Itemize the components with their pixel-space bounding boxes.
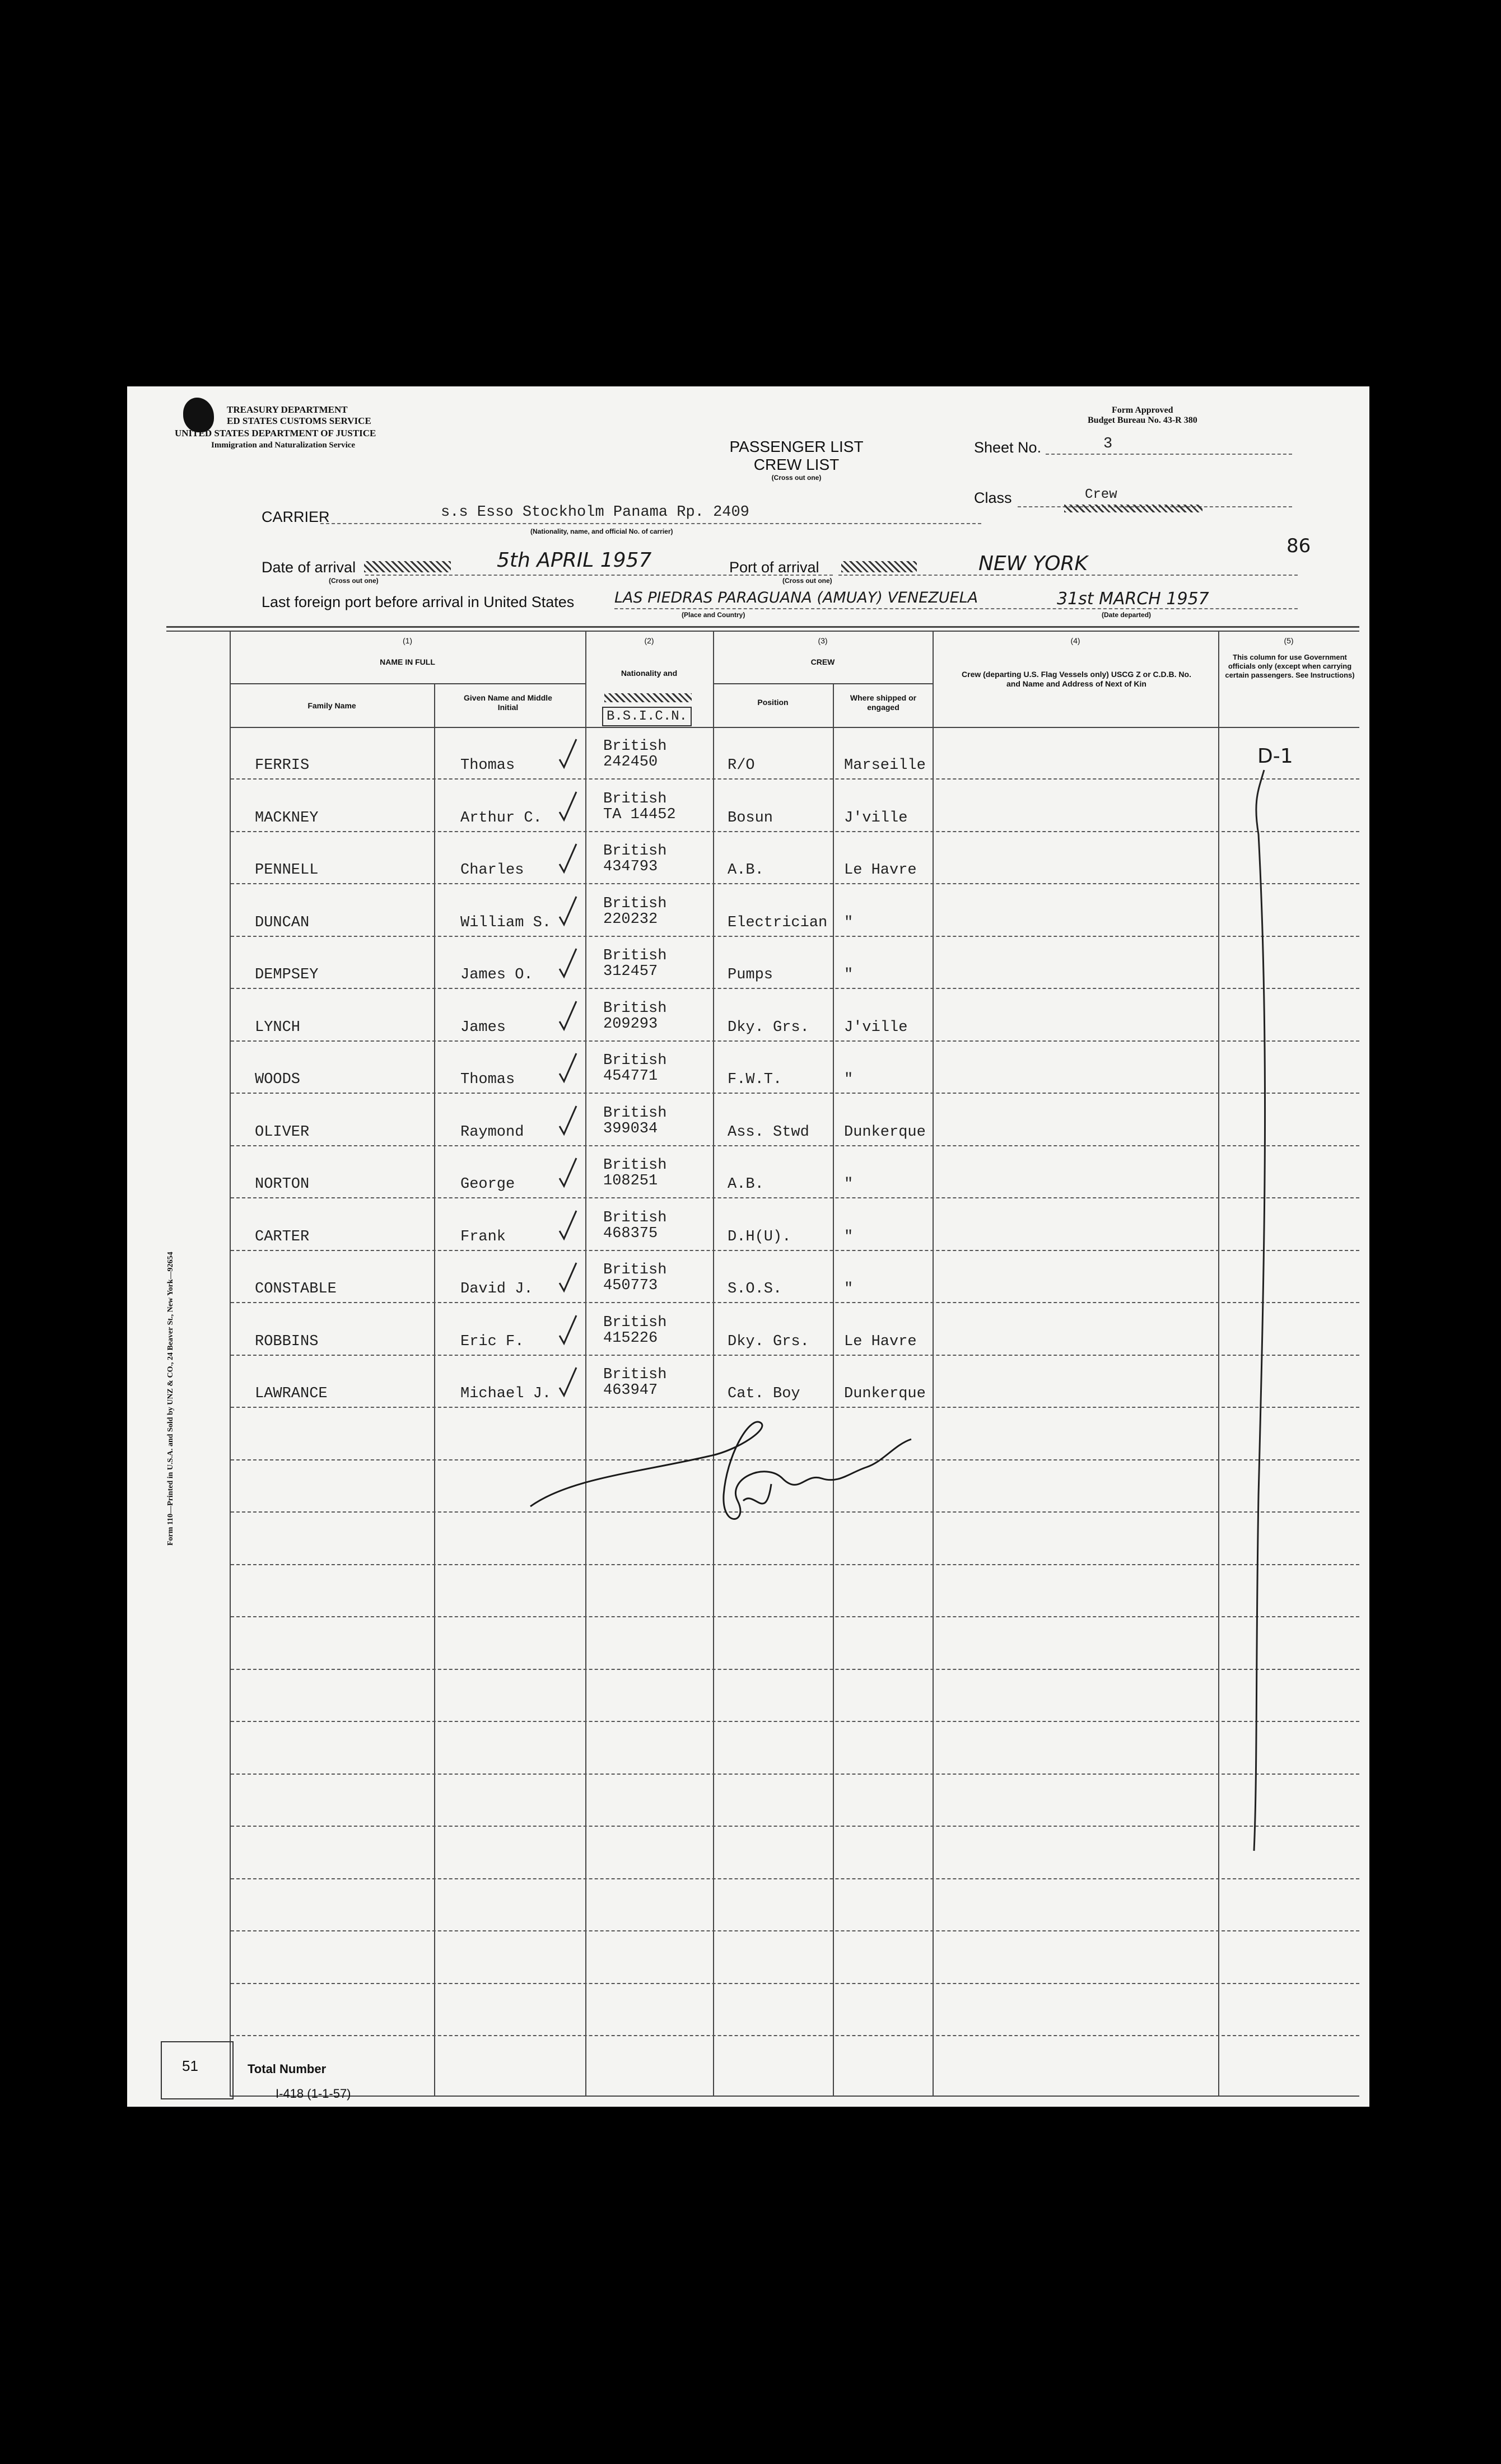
port-cross-note: (Cross out one): [782, 577, 832, 585]
position: Cat. Boy: [728, 1385, 800, 1402]
col-given-head: Given Name and Middle Initial: [464, 693, 552, 712]
table-row: [127, 833, 1369, 885]
table-row: [127, 990, 1369, 1043]
check-mark-icon: [557, 946, 580, 980]
family-name: PENNELL: [255, 862, 319, 879]
row-rule: [231, 1564, 1359, 1565]
cdb-number: 399034: [603, 1120, 658, 1137]
customs-service: ED STATES CUSTOMS SERVICE: [227, 416, 371, 426]
cdb-number: 468375: [603, 1225, 658, 1242]
where-engaged: Le Havre: [844, 862, 917, 879]
check-mark-icon: [557, 999, 580, 1033]
date-arrival-value: 5th APRIL 1957: [497, 549, 652, 572]
where-engaged: ": [844, 1228, 854, 1245]
position: F.W.T.: [728, 1071, 782, 1088]
position: Dky. Grs.: [728, 1019, 809, 1036]
where-engaged: J'ville: [844, 809, 908, 827]
given-name: David J.: [460, 1281, 533, 1298]
given-name: Charles: [460, 862, 524, 879]
nationality: British: [603, 843, 667, 860]
given-name: Thomas: [460, 757, 515, 774]
col5-title: This column for use Government officials only (except when carrying certain passengers. See Instructions): [1225, 653, 1355, 679]
form-sheet: [127, 386, 1369, 2107]
table-row: [127, 1252, 1369, 1304]
signature: [525, 1411, 950, 1557]
table-row: [127, 1095, 1369, 1147]
title-crew-list: CREW LIST: [753, 456, 840, 473]
cdb-number: 220232: [603, 911, 658, 928]
row-rule: [231, 1721, 1359, 1722]
check-mark-icon: [557, 1365, 580, 1399]
cdb-number: 242450: [603, 754, 658, 771]
total-box-value: 51: [182, 2057, 198, 2074]
col-where-head: Where shipped or engaged: [850, 693, 917, 712]
where-engaged: Marseille: [844, 757, 926, 774]
family-name: MACKNEY: [255, 809, 319, 827]
col4-num: (4): [1070, 636, 1080, 645]
title-passenger-list: PASSENGER LIST: [729, 438, 864, 455]
nationality: British: [603, 895, 667, 912]
position: A.B.: [728, 862, 764, 879]
table-row: [127, 1304, 1369, 1357]
port-label: Port of arrival: [729, 559, 819, 576]
family-name: DEMPSEY: [255, 967, 319, 983]
sheet-line: [1046, 454, 1292, 455]
given-name: George: [460, 1176, 515, 1193]
port-value: NEW YORK: [978, 552, 1088, 575]
page-number: 86: [1286, 535, 1311, 557]
family-name: LAWRANCE: [255, 1385, 328, 1402]
position: S.O.S.: [728, 1281, 782, 1298]
where-engaged: Dunkerque: [844, 1385, 926, 1402]
position: Bosun: [728, 809, 773, 827]
nationality: British: [603, 1314, 667, 1331]
table-row: [127, 1356, 1369, 1409]
row-rule: [231, 1826, 1359, 1827]
check-mark-icon: [557, 790, 580, 823]
title-note: (Cross out one): [771, 474, 822, 482]
date-arrival-label: Date of arrival: [262, 559, 356, 576]
position: R/O: [728, 757, 755, 774]
position: Electrician: [728, 914, 828, 931]
row-rule: [231, 1616, 1359, 1617]
official-bracket-line: [1247, 767, 1281, 1854]
date-cross-note: (Cross out one): [329, 577, 379, 585]
place-note: (Place and Country): [682, 611, 745, 619]
check-mark-icon: [557, 1156, 580, 1189]
table-row: [127, 781, 1369, 833]
carrier-label: CARRIER: [262, 508, 330, 525]
given-name: Arthur C.: [460, 809, 542, 827]
nationality: British: [603, 790, 667, 808]
col3-title: CREW: [810, 657, 835, 666]
ins-label: Immigration and Naturalization Service: [211, 441, 356, 450]
nationality: British: [603, 1262, 667, 1278]
carrier-line: [320, 523, 981, 524]
date-departed-note: (Date departed): [1102, 611, 1152, 619]
given-name: Raymond: [460, 1123, 524, 1141]
given-name: Thomas: [460, 1071, 515, 1088]
cdb-number: 209293: [603, 1015, 658, 1033]
table-row: [127, 1042, 1369, 1095]
col4-title: Crew (departing U.S. Flag Vessels only) USCG Z or C.D.B. No. and Name and Address of Next of Kin: [962, 670, 1191, 688]
class-label: Class: [974, 489, 1012, 506]
nationality: British: [603, 1104, 667, 1122]
check-mark-icon: [557, 1051, 580, 1085]
position: D.H(U).: [728, 1228, 791, 1245]
cdb-number: 108251: [603, 1173, 658, 1189]
row-rule: [231, 2035, 1359, 2036]
family-name: NORTON: [255, 1176, 310, 1193]
carrier-note: (Nationality, name, and official No. of carrier): [530, 528, 673, 535]
table-row: [127, 728, 1369, 781]
cdb-number: 415226: [603, 1329, 658, 1347]
family-name: CONSTABLE: [255, 1281, 337, 1298]
check-mark-icon: [557, 1313, 580, 1347]
col2-value: B.S.I.C.N.: [602, 707, 692, 726]
given-name: James: [460, 1019, 506, 1036]
date-crossout: [364, 561, 451, 572]
nationality: British: [603, 738, 667, 755]
date-departed-value: 31st MARCH 1957: [1057, 589, 1209, 609]
crew-subrule: [713, 683, 933, 684]
col-family-head: Family Name: [307, 701, 356, 710]
nationality: British: [603, 1209, 667, 1226]
family-name: WOODS: [255, 1071, 301, 1088]
col2-title: Nationality and: [621, 669, 678, 678]
nationality: British: [603, 1052, 667, 1069]
table-row: [127, 1200, 1369, 1252]
check-mark-icon: [557, 737, 580, 771]
name-subrule: [230, 683, 585, 684]
table-top-rule: [166, 626, 1359, 628]
check-mark-icon: [557, 842, 580, 875]
table-bottom-rule: [230, 2096, 1359, 2097]
col2-crossout: [604, 693, 692, 702]
col5-num: (5): [1284, 636, 1294, 645]
justice-dept: UNITED STATES DEPARTMENT OF JUSTICE: [175, 428, 376, 438]
class-crossout: [1064, 505, 1202, 512]
family-name: OLIVER: [255, 1123, 310, 1141]
where-engaged: ": [844, 1071, 854, 1088]
class-value: Crew: [1085, 487, 1117, 502]
cdb-number: 450773: [603, 1277, 658, 1294]
cdb-number: 463947: [603, 1382, 658, 1399]
last-port-label: Last foreign port before arrival in United States: [262, 594, 575, 610]
col3-num: (3): [818, 636, 828, 645]
cdb-number: 434793: [603, 858, 658, 875]
col1-num: (1): [402, 636, 413, 645]
form-approved: Form Approved: [1112, 405, 1173, 415]
col1-title: NAME IN FULL: [380, 657, 435, 666]
cdb-number: TA 14452: [603, 806, 676, 823]
where-engaged: ": [844, 914, 854, 931]
budget-bureau: Budget Bureau No. 43-R 380: [1088, 416, 1197, 425]
position: Ass. Stwd: [728, 1123, 809, 1141]
nationality: British: [603, 1366, 667, 1383]
family-name: ROBBINS: [255, 1333, 319, 1350]
row-rule: [231, 1930, 1359, 1931]
carrier-value: s.s Esso Stockholm Panama Rp. 2409: [441, 504, 749, 521]
table-row: [127, 937, 1369, 990]
row-rule: [231, 1669, 1359, 1670]
official-mark: D-1: [1257, 745, 1293, 768]
where-engaged: Dunkerque: [844, 1123, 926, 1141]
check-mark-icon: [557, 1261, 580, 1294]
cdb-number: 312457: [603, 963, 658, 980]
port-crossout: [841, 561, 917, 572]
family-name: DUNCAN: [255, 914, 310, 931]
treasury-dept: TREASURY DEPARTMENT: [227, 404, 348, 415]
nationality: British: [603, 948, 667, 964]
where-engaged: ": [844, 967, 854, 983]
sheet-label: Sheet No.: [974, 439, 1042, 456]
given-name: Eric F.: [460, 1333, 524, 1350]
family-name: LYNCH: [255, 1019, 301, 1036]
table-top-rule-2: [166, 631, 1359, 632]
where-engaged: ": [844, 1176, 854, 1193]
where-engaged: ": [844, 1281, 854, 1298]
family-name: CARTER: [255, 1228, 310, 1245]
table-row: [127, 1147, 1369, 1200]
form-code: I-418 (1-1-57): [276, 2087, 351, 2101]
side-printer-text: Form 110—Printed in U.S.A. and Sold by UNZ & CO., 24 Beaver St., New York—92654: [166, 1252, 175, 1546]
position: A.B.: [728, 1176, 764, 1193]
row-rule: [231, 1983, 1359, 1984]
table-row: [127, 885, 1369, 938]
total-label: Total Number: [248, 2062, 327, 2076]
given-name: William S.: [460, 914, 552, 931]
row-rule: [231, 1774, 1359, 1775]
agency-seal: [183, 398, 214, 432]
col-position-head: Position: [757, 698, 789, 707]
position: Dky. Grs.: [728, 1333, 809, 1350]
check-mark-icon: [557, 1104, 580, 1137]
position: Pumps: [728, 967, 773, 983]
check-mark-icon: [557, 1208, 580, 1242]
nationality: British: [603, 1157, 667, 1174]
check-mark-icon: [557, 894, 580, 928]
row-rule: [231, 1878, 1359, 1879]
where-engaged: J'ville: [844, 1019, 908, 1036]
nationality: British: [603, 1000, 667, 1017]
given-name: Frank: [460, 1228, 506, 1245]
cdb-number: 454771: [603, 1068, 658, 1085]
given-name: Michael J.: [460, 1385, 552, 1402]
last-port-value: LAS PIEDRAS PARAGUANA (AMUAY) VENEZUELA: [614, 589, 978, 606]
where-engaged: Le Havre: [844, 1333, 917, 1350]
given-name: James O.: [460, 967, 533, 983]
sheet-value: 3: [1103, 436, 1113, 452]
col2-num: (2): [644, 636, 654, 645]
family-name: FERRIS: [255, 757, 310, 774]
